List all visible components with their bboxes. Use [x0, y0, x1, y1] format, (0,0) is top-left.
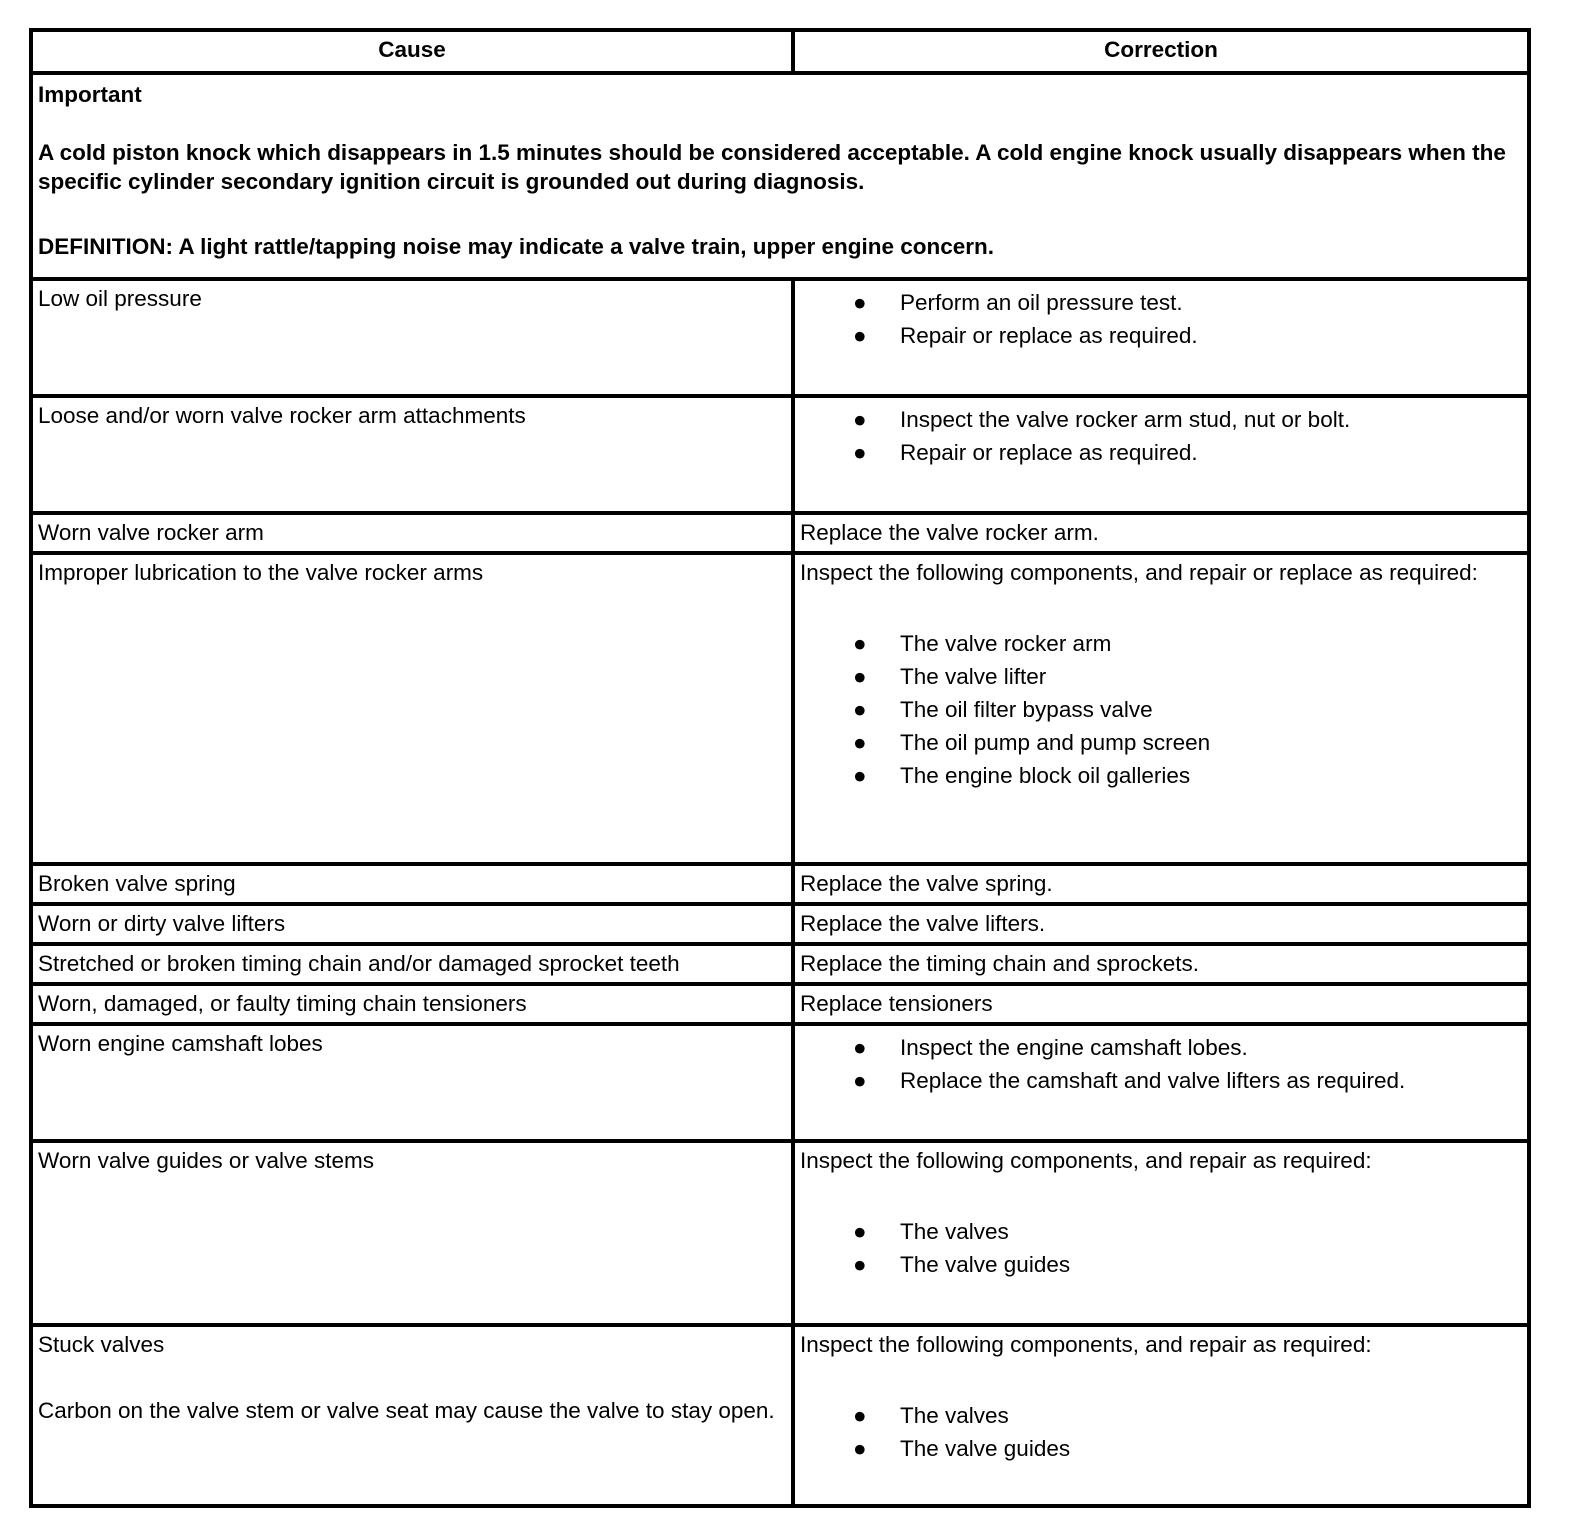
list-item: ● Replace the camshaft and valve lifters as required.: [853, 1068, 1406, 1093]
correction-cell: [793, 279, 1529, 396]
list-item: ● The valve guides: [853, 1436, 1071, 1461]
cause-cell: Worn or dirty valve lifters: [31, 904, 793, 944]
table-row: [31, 1141, 1529, 1325]
correction-header: Correction: [793, 30, 1529, 73]
list-item: ● The engine block oil galleries: [853, 763, 1191, 788]
list-item: ● Inspect the engine camshaft lobes.: [853, 1035, 1248, 1060]
table-row: [31, 553, 1529, 864]
cause-text: Stuck valves: [38, 1332, 165, 1357]
bullet-icon: ●: [853, 697, 867, 722]
bullet-icon: ●: [853, 1436, 867, 1461]
list-item: ● Perform an oil pressure test.: [853, 290, 1183, 315]
list-item: ● Repair or replace as required.: [853, 323, 1198, 348]
bullet-icon: ●: [853, 1403, 867, 1428]
list-item: ● The oil pump and pump screen: [853, 730, 1211, 755]
list-item: ● The valves: [853, 1403, 1009, 1428]
correction-cell: Replace tensioners: [793, 984, 1529, 1024]
bullet-icon: ●: [853, 664, 867, 689]
cause-cell: Stretched or broken timing chain and/or damaged sprocket teeth: [31, 944, 793, 984]
cause-cell: [31, 1325, 793, 1506]
header-row: [31, 30, 1529, 73]
cause-cell: Worn valve rocker arm: [31, 513, 793, 553]
list-item: ● The valve lifter: [853, 664, 1047, 689]
table-row: [31, 1024, 1529, 1141]
bullet-icon: ●: [853, 763, 867, 788]
cause-header: Cause: [31, 30, 793, 73]
correction-cell: Replace the valve spring.: [793, 864, 1529, 904]
bullet-icon: ●: [853, 730, 867, 755]
correction-cell: Replace the valve rocker arm.: [793, 513, 1529, 553]
correction-cell: [793, 553, 1529, 864]
bullet-icon: ●: [853, 407, 867, 432]
bullet-icon: ●: [853, 323, 867, 348]
note-definition: DEFINITION: A light rattle/tapping noise may indicate a valve train, upper engine concern.: [38, 234, 995, 259]
correction-list: [800, 629, 1522, 790]
correction-cell: Replace the valve lifters.: [793, 904, 1529, 944]
table-row: [31, 984, 1529, 1024]
important-note: [31, 73, 1529, 279]
bullet-icon: ●: [853, 1035, 867, 1060]
list-item: ● The valve guides: [853, 1252, 1071, 1277]
cause-cell: Worn, damaged, or faulty timing chain tensioners: [31, 984, 793, 1024]
note-body: A cold piston knock which disappears in 1.5 minutes should be considered acceptable. A cold engine knock usually disappears when the specific cylinder secondary ignition circuit is grounded out during diagnosis.: [38, 140, 1506, 194]
table-row: [31, 279, 1529, 396]
bullet-icon: ●: [853, 1252, 867, 1277]
correction-cell: [793, 396, 1529, 513]
correction-list: [800, 405, 1522, 467]
list-item: ● Repair or replace as required.: [853, 440, 1198, 465]
correction-cell: [793, 1325, 1529, 1506]
correction-cell: [793, 1141, 1529, 1325]
table-row: [31, 944, 1529, 984]
correction-intro: Inspect the following components, and repair as required:: [800, 1148, 1372, 1173]
cause-cell: Low oil pressure: [31, 279, 793, 396]
cause-cell: Broken valve spring: [31, 864, 793, 904]
diagnostic-table: [29, 28, 1531, 1508]
table-row: [31, 904, 1529, 944]
bullet-icon: ●: [853, 440, 867, 465]
correction-list: [800, 1217, 1522, 1279]
list-item: ● Inspect the valve rocker arm stud, nut or bolt.: [853, 407, 1351, 432]
bullet-icon: ●: [853, 1068, 867, 1093]
correction-list: [800, 1033, 1522, 1095]
cause-detail: Carbon on the valve stem or valve seat may cause the valve to stay open.: [38, 1398, 775, 1423]
correction-list: [800, 1401, 1522, 1463]
correction-cell: Replace the timing chain and sprockets.: [793, 944, 1529, 984]
cause-cell: Worn engine camshaft lobes: [31, 1024, 793, 1141]
correction-intro: Inspect the following components, and repair as required:: [800, 1332, 1372, 1357]
list-item: ● The valves: [853, 1219, 1009, 1244]
list-item: ● The oil filter bypass valve: [853, 697, 1153, 722]
bullet-icon: ●: [853, 1219, 867, 1244]
cause-cell: Loose and/or worn valve rocker arm attachments: [31, 396, 793, 513]
correction-intro: Inspect the following components, and repair or replace as required:: [800, 560, 1478, 585]
important-note-row: [31, 73, 1529, 279]
table-row: [31, 396, 1529, 513]
bullet-icon: ●: [853, 631, 867, 656]
list-item: ● The valve rocker arm: [853, 631, 1112, 656]
correction-list: [800, 288, 1522, 350]
correction-cell: [793, 1024, 1529, 1141]
bullet-icon: ●: [853, 290, 867, 315]
table-row: [31, 864, 1529, 904]
note-title: Important: [38, 82, 142, 107]
table-row: [31, 513, 1529, 553]
cause-cell: Worn valve guides or valve stems: [31, 1141, 793, 1325]
table-row: [31, 1325, 1529, 1506]
cause-cell: Improper lubrication to the valve rocker arms: [31, 553, 793, 864]
